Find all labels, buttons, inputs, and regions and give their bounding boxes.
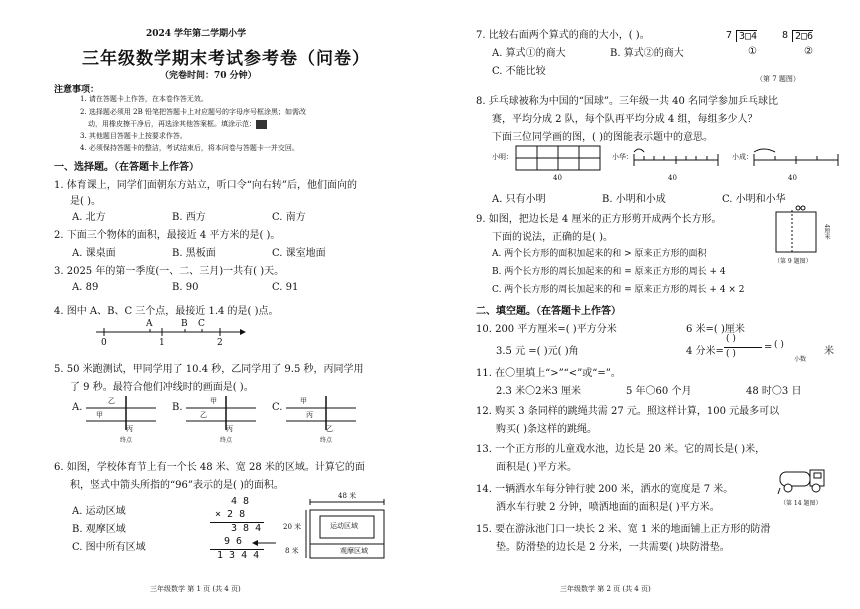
- xiaoming-grid-figure: [516, 146, 602, 172]
- finish-line-label: 终点: [320, 437, 333, 444]
- fraction-numerator-blank: ( ): [726, 334, 736, 344]
- sports-area-label: 运动区域: [330, 522, 358, 530]
- q5-option-a: A.: [72, 402, 83, 413]
- calc-row-3: 3 8 4: [231, 523, 262, 534]
- calc-row-1: 4 8: [231, 496, 250, 507]
- tick-label-0: 0: [101, 338, 107, 348]
- figure-9-caption: （第 9 题图）: [774, 258, 812, 265]
- q3-option-c: C. 91: [272, 282, 299, 293]
- q3-option-b: B. 90: [172, 282, 199, 293]
- q8-text-line2: 赛，平均分成 2 队，每个队再平均分成 4 组，每组多少人？: [492, 114, 758, 125]
- q7-text: 7. 比较右面两个算式的商的大小，( )。: [476, 30, 650, 41]
- q11-item-1: 2.3 米〇2米3 厘米: [496, 386, 581, 397]
- race-figure-c: [286, 394, 356, 440]
- xiaohua-total: 40: [668, 174, 677, 182]
- q1-text-line1: 1. 体育课上，同学们面朝东方站立，听口令“向右转”后，他们面向的: [54, 180, 357, 191]
- q1-option-a: A. 北方: [72, 212, 106, 223]
- q4-text: 4. 图中 A、B、C 三个点，最接近 1.4 的是( )点。: [54, 306, 279, 317]
- q14-text-line2: 洒水车行驶 2 分钟，喷洒地面的面积是( )平方米。: [496, 502, 720, 513]
- section-1-heading: 一、选择题。（在答题卡上作答）: [54, 162, 199, 173]
- runner-label: 乙: [326, 425, 333, 433]
- xiaocheng-total: 40: [788, 174, 797, 182]
- xiaoming-label: 小明：: [492, 153, 513, 161]
- runner-label: 甲: [210, 397, 217, 405]
- decimal-hint: 小数: [794, 356, 807, 363]
- q12-text-line2: 购买( )条这样的跳绳。: [496, 424, 597, 435]
- note-3: 3. 其他题目答题卡上按要求作答。: [80, 132, 187, 140]
- q7-option-b: B. 算式②的商大: [610, 48, 684, 59]
- q8-text-line3: 下面三位同学画的图，( )的图能表示题中的意思。: [492, 132, 713, 143]
- note-2-line2: 动，用橡皮擦干净后，再选涂其他答案框。填涂示范：: [88, 119, 267, 129]
- xiaohua-segment-figure: [632, 146, 722, 172]
- q9-text-line2: 下面的说法，正确的是( )。: [492, 232, 613, 243]
- q3-text: 3. 2025 年的第一季度(一、二、三月)一共有( )天。: [54, 266, 285, 277]
- figure-14-caption: （第 14 题图）: [780, 500, 822, 507]
- number-line-figure: [90, 318, 250, 352]
- tick-label-2: 2: [217, 338, 223, 348]
- divisor-2: 8: [782, 30, 789, 41]
- dividend-1: 3□4: [736, 30, 757, 42]
- q9-text-line1: 9. 如图，把边长是 4 厘米的正方形剪开成两个长方形。: [476, 214, 722, 225]
- race-figure-b: [186, 394, 256, 440]
- divisor-1: 7: [726, 30, 733, 41]
- q3-option-a: A. 89: [72, 282, 99, 293]
- xiaohua-label: 小华：: [612, 153, 633, 161]
- fill-example-mark: [256, 120, 267, 129]
- xiaocheng-segment-figure: [752, 146, 842, 172]
- arrow-icon: [252, 538, 278, 548]
- q6-text-line2: 积，竖式中箭头所指的“96”表示的是( )的面积。: [70, 480, 284, 491]
- figure-7-caption: （第 7 题图）: [756, 75, 800, 83]
- q1-text-line2: 是( )。: [70, 196, 101, 207]
- xiaocheng-label: 小成：: [732, 153, 753, 161]
- exam-time: （完卷时间：70 分钟）: [160, 71, 257, 81]
- page-title: 三年级数学期末考试参考卷（问卷）: [82, 49, 370, 69]
- viewing-area-label: 观摩区域: [340, 547, 368, 555]
- page-footer: 三年级数学 第 1 页 (共 4 页): [150, 585, 241, 593]
- q10-part-a: 10. 200 平方厘米=( )平方分米: [476, 324, 617, 335]
- fraction-denominator-blank: ( ): [726, 349, 736, 359]
- point-a-label: A: [146, 319, 153, 329]
- q8-option-b: B. 小明和小成: [602, 194, 666, 205]
- q7-option-a: A. 算式①的商大: [492, 48, 566, 59]
- q2-option-c: C. 课室地面: [272, 248, 326, 259]
- page-footer: 三年级数学 第 2 页 (共 4 页): [560, 585, 651, 593]
- q13-text-line2: 面积是( )平方米。: [496, 462, 577, 473]
- runner-label: 甲: [96, 411, 103, 419]
- note-4: 4. 必须保持答题卡的整洁，考试结束后，将本问卷与答题卡一并交回。: [80, 144, 299, 152]
- q8-option-a: A. 只有小明: [492, 194, 546, 205]
- calc-row-5: 1 3 4 4: [217, 550, 260, 561]
- q6-option-c: C. 图中所有区域: [72, 542, 146, 553]
- q6-text-line1: 6. 如图，学校体育节上有一个长 48 米、宽 28 米的区域。计算它的面: [54, 462, 365, 473]
- q10-unit-meter: 米: [824, 346, 834, 357]
- fraction-bar: [724, 347, 762, 348]
- q2-text: 2. 下面三个物体的面积，最接近 4 平方米的是( )。: [54, 230, 281, 241]
- q10-part-c: 3.5 元 =( )元( )角: [496, 346, 579, 357]
- exam-page-2: [430, 0, 860, 609]
- note-1: 1. 请在答题卡上作答，在本卷作答无效。: [80, 95, 208, 103]
- calc-row-2: × 2 8: [215, 509, 246, 520]
- q2-option-b: B. 黑板面: [172, 248, 216, 259]
- note-2-line1: 2. 选择题必须用 2B 铅笔把答题卡上对应题号的字母序号框涂黑；如需改: [80, 108, 306, 116]
- q6-option-a: A. 运动区域: [72, 506, 126, 517]
- q8-option-c: C. 小明和小华: [722, 194, 786, 205]
- finish-line-label: 终点: [120, 437, 133, 444]
- runner-label: 乙: [200, 411, 207, 419]
- q5-text-line2: 了 9 秒。最符合他们冲线时的画面是( )。: [70, 382, 254, 393]
- point-c-label: C: [198, 319, 205, 329]
- notes-header: 注意事项：: [54, 85, 100, 95]
- q1-option-c: C. 南方: [272, 212, 306, 223]
- q11-item-2: 5 年〇60 个月: [626, 386, 692, 397]
- sprinkler-truck-icon: [778, 466, 830, 496]
- q7-option-c: C. 不能比较: [492, 66, 546, 77]
- q9-option-c: C. 两个长方形的周长加起来的和 = 原来正方形的周长 + 4 × 2: [492, 285, 745, 295]
- q5-text-line1: 5. 50 米跑测试，甲同学用了 10.4 秒，乙同学用了 9.5 秒，丙同学用: [54, 364, 364, 375]
- q9-option-b: B. 两个长方形的周长加起来的和 = 原来正方形的周长 + 4: [492, 267, 726, 277]
- q8-text-line1: 8. 乒乓球被称为中国的“国球”。三年级一共 40 名同学参加乒乓球比: [476, 96, 779, 107]
- q13-text-line1: 13. 一个正方形的儿童戏水池，边长是 20 米。它的周长是( )米，: [476, 444, 766, 455]
- q14-text-line1: 14. 一辆洒水车每分钟行驶 200 米，洒水的宽度是 7 米。: [476, 484, 734, 495]
- square-side-label: 4厘米: [823, 224, 830, 240]
- q6-option-b: B. 观摩区域: [72, 524, 126, 535]
- runner-label: 乙: [108, 397, 115, 405]
- q11-text: 11. 在〇里填上“>”“<”或“=”。: [476, 368, 621, 379]
- dimension-top: 48 米: [338, 492, 357, 500]
- q11-item-3: 48 时〇3 日: [746, 386, 802, 397]
- q15-text-line1: 15. 要在游泳池门口一块长 2 米、宽 1 米的地面铺上正方形的防滑: [476, 524, 771, 535]
- calc-row-4: 9 6: [224, 536, 243, 547]
- year-line: 2024 学年第二学期小学: [146, 29, 247, 39]
- finish-line-label: 终点: [220, 437, 233, 444]
- q2-option-a: A. 课桌面: [72, 248, 116, 259]
- dimension-left-1: 20 米: [283, 523, 302, 531]
- q12-text-line1: 12. 购买 3 条同样的跳绳共需 27 元。照这样计算，100 元最多可以: [476, 406, 780, 417]
- q5-option-b: B.: [172, 402, 183, 413]
- point-b-label: B: [181, 319, 188, 329]
- q9-option-a: A. 两个长方形的面积加起来的和 > 原来正方形的面积: [492, 249, 707, 259]
- decimal-blank: ( ): [774, 340, 784, 350]
- tick-label-1: 1: [159, 338, 165, 348]
- runner-label: 丙: [126, 425, 133, 433]
- q15-text-line2: 垫。防滑垫的边长是 2 分米，一共需要( )块防滑垫。: [496, 542, 730, 553]
- q10-part-b: 6 米=( )厘米: [686, 324, 745, 335]
- q1-option-b: B. 西方: [172, 212, 206, 223]
- expr-mark-2: ②: [804, 46, 813, 57]
- runner-label: 丙: [306, 411, 313, 419]
- q10-part-d: 4 分米=: [686, 346, 724, 357]
- dividend-2: 2□6: [792, 30, 813, 42]
- equals-sign: =: [764, 342, 773, 353]
- runner-label: 甲: [300, 397, 307, 405]
- expr-mark-1: ①: [748, 46, 757, 57]
- cut-square-figure: [772, 204, 822, 260]
- xiaoming-total: 40: [553, 174, 562, 182]
- dimension-left-2: 8 米: [285, 547, 299, 555]
- section-2-heading: 二、填空题。（在答题卡上作答）: [476, 306, 621, 317]
- runner-label: 丙: [226, 425, 233, 433]
- q5-option-c: C.: [272, 402, 283, 413]
